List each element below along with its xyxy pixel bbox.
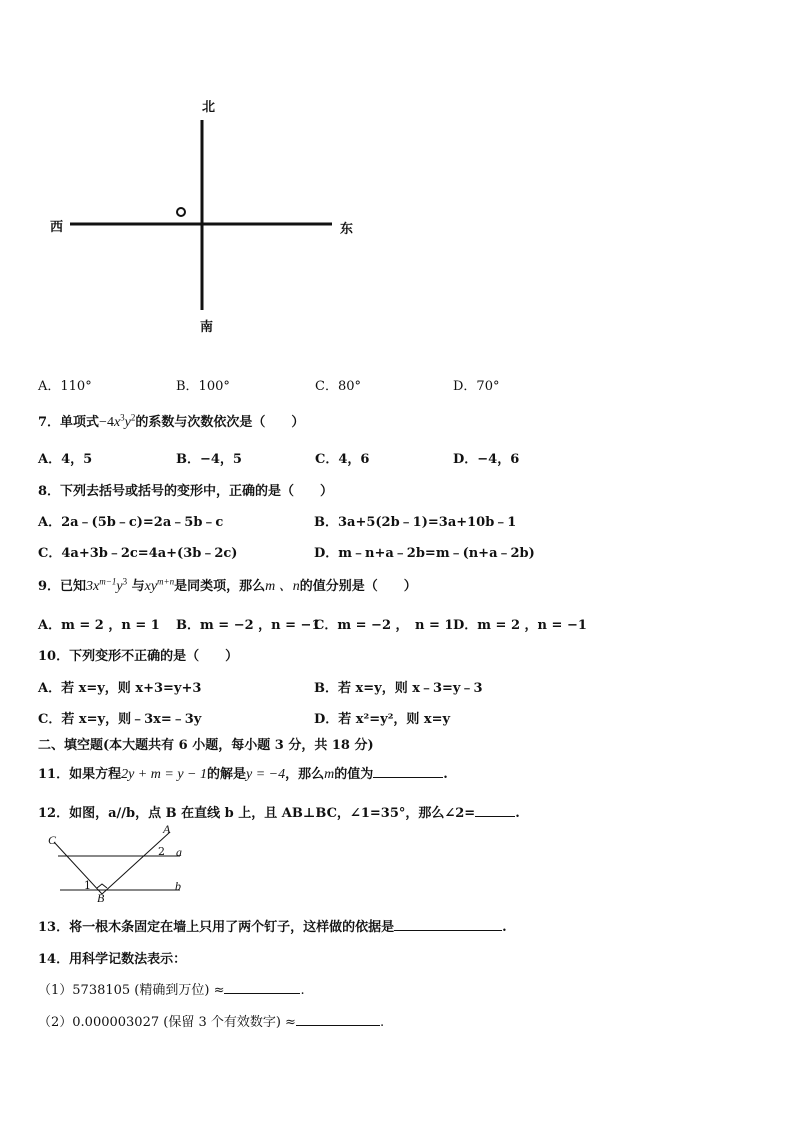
q8-stem: 8．下列去括号或括号的变形中，正确的是（ ） (38, 484, 334, 499)
right-angle-mark (97, 884, 107, 888)
segment-ba (102, 832, 170, 894)
q10-stem: 10．下列变形不正确的是（ ） (38, 649, 239, 664)
south-label: 南 (200, 320, 214, 335)
origin-point (177, 208, 185, 216)
q7-option-b: B．−4，5 (176, 452, 242, 467)
q6-option-a: A．110° (38, 379, 92, 394)
q11-stem: 11．如果方程2y + m = y − 1的解是y = −4，那么m的值为 . (38, 767, 448, 782)
q6-option-c: C．80° (315, 379, 361, 394)
q7-option-c: C．4，6 (315, 452, 370, 467)
q10-option-c: C．若 x=y，则﹣3x=﹣3y (38, 712, 202, 727)
q6-option-d: D．70° (453, 379, 500, 394)
q10-option-b: B．若 x=y，则 x﹣3=y﹣3 (314, 681, 483, 696)
q13-stem: 13．将一根木条固定在墙上只用了两个钉子，这样做的依据是 . (38, 920, 507, 935)
q7-stem: 7．单项式$-4x^3y^2$的系数与次数依次是（ ） (38, 412, 305, 430)
north-label: 北 (202, 100, 216, 115)
q14-stem: 14．用科学记数法表示： (38, 952, 187, 967)
q10-option-a: A．若 x=y，则 x+3=y+3 (38, 681, 202, 696)
q9-stem: 9．已知$3x^{m-1}y^3$ 与$xy^{m+n}$是同类项，那么m 、n的值分别是（ ） (38, 576, 417, 594)
q12-stem: 12．如图，a//b，点 B 在直线 b 上，且 AB⊥BC，∠1=35°，那么∠2= . (38, 806, 520, 821)
q8-option-c: C．4a+3b﹣2c=4a+(3b﹣2c) (38, 546, 238, 561)
east-label: 东 (340, 222, 354, 237)
q11-answer-blank[interactable] (373, 765, 443, 778)
q14-part2: （2）0.000003027 (保留 3 个有效数字) ≈ . (38, 1015, 385, 1030)
q9-option-b: B．m = −2 ，n = −1 (176, 618, 321, 633)
q7-option-d: D．−4，6 (453, 452, 520, 467)
q8-option-a: A．2a﹣(5b﹣c)=2a﹣5b﹣c (38, 515, 224, 530)
label-b-point: B (97, 891, 105, 905)
q13-answer-blank[interactable] (394, 918, 502, 931)
segment-bc (54, 842, 102, 894)
q7-option-a: A．4，5 (38, 452, 93, 467)
label-angle-1: 1 (84, 879, 91, 892)
q14-part2-blank[interactable] (296, 1013, 380, 1026)
q9-option-d: D．m = 2 ，n = −1 (453, 618, 587, 633)
label-a-point: A (163, 822, 171, 836)
west-label: 西 (50, 220, 64, 235)
q14-part1: （1）5738105 (精确到万位) ≈ . (38, 983, 305, 998)
q14-part1-blank[interactable] (224, 981, 300, 994)
label-line-a: a (176, 845, 182, 859)
q6-option-b: B．100° (176, 379, 230, 394)
section-title: 二、填空题(本大题共有 6 小题，每小题 3 分，共 18 分) (38, 738, 374, 753)
label-line-b: b (175, 879, 181, 893)
q9-option-a: A．m = 2 ，n = 1 (38, 618, 160, 633)
q10-option-d: D．若 x²=y²，则 x=y (314, 712, 451, 727)
q8-option-d: D．m﹣n+a﹣2b=m﹣(n+a﹣2b) (314, 546, 535, 561)
label-angle-2: 2 (158, 845, 165, 858)
q12-answer-blank[interactable] (475, 804, 515, 817)
q8-option-b: B．3a+5(2b﹣1)=3a+10b﹣1 (314, 515, 517, 530)
q9-option-c: C．m = −2 ， n = 1 (314, 618, 454, 633)
label-c: C (48, 833, 57, 847)
compass-figure (40, 90, 370, 340)
